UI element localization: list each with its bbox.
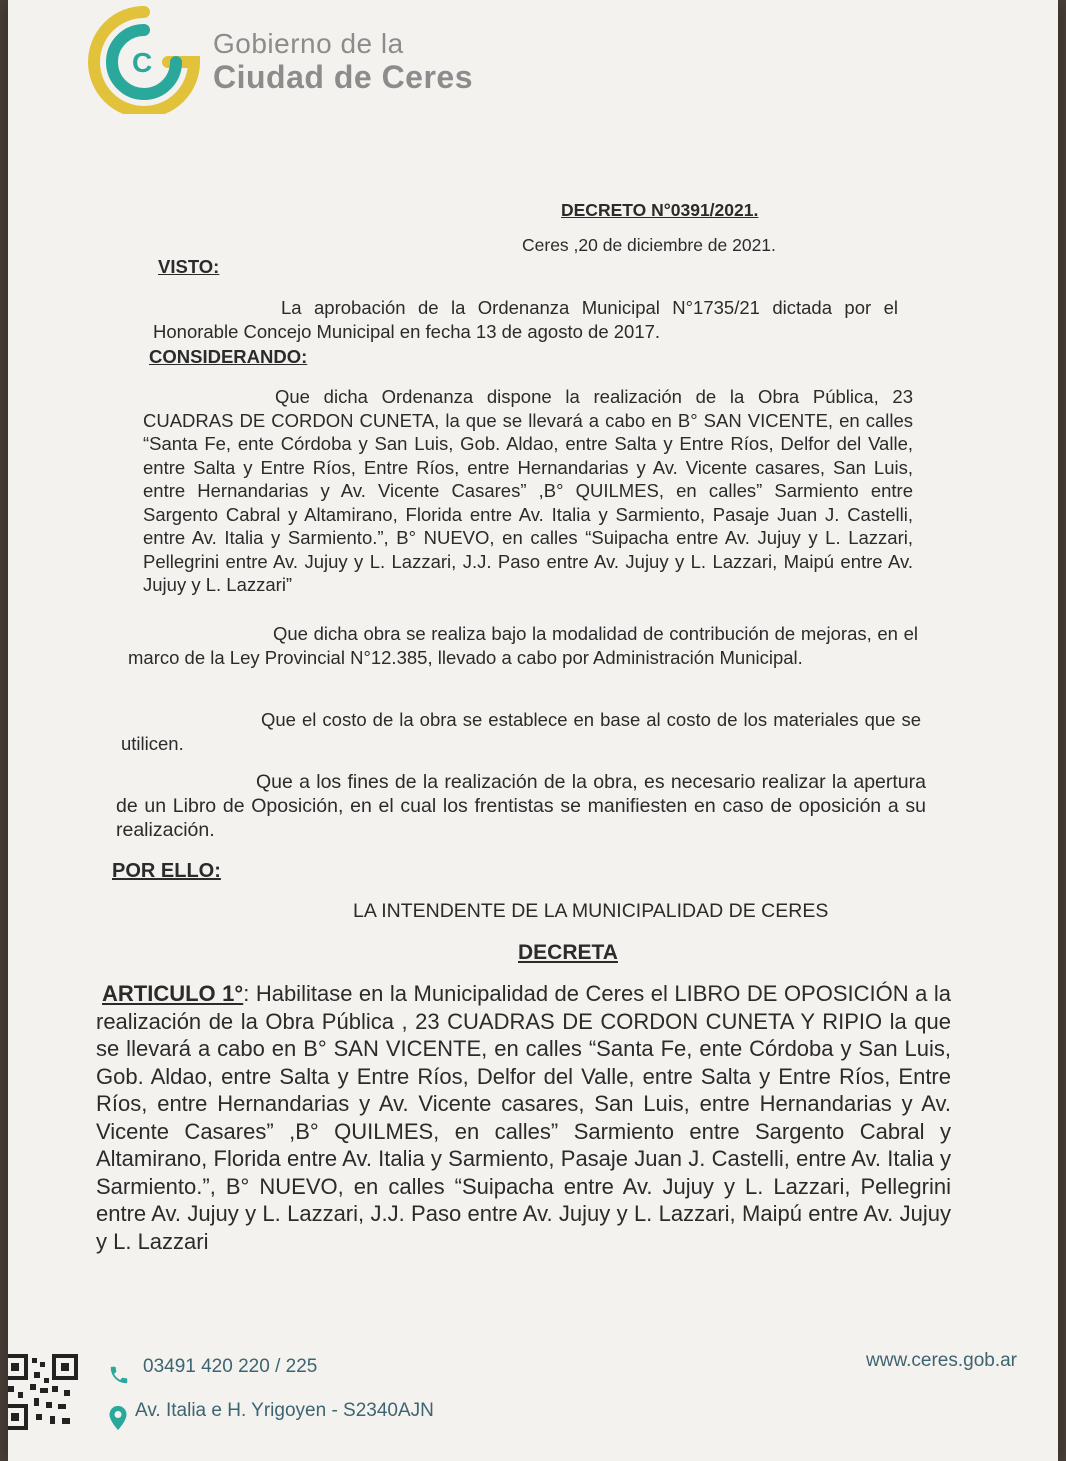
considerando-text-1: Que dicha Ordenanza dispone la realización de la Obra Pública, 23 CUADRAS DE CORDON CUNETA, la que se llevará a cabo en B° SAN VICENTE, en calles “Santa Fe, ente Córdoba y San Luis, Gob. Aldao, entre Salta y Entre Ríos, Delfor del Valle, entre Salta y Entre Ríos, Entre Ríos, entre Hernandarias y Av. Vicente casares, San Luis, entre Hernandarias y Av. Vicente Casares” ,B° QUILMES, en calles” Sarmiento entre Sargento Cabral y Altamirano, Florida entre Av. Italia y Sarmiento, Pasaje Juan J. Castelli, entre Av. Italia y Sarmiento.”, B° NUEVO, en calles “Suipacha entre Av. Jujuy y L. Lazzari, Pellegrini entre Av. Jujuy y L. Lazzari, J.J. Paso entre Av. Jujuy y L. Lazzari, Maipú entre Av. Jujuy y L. Lazzari”	[143, 386, 913, 595]
visto-text: La aprobación de la Ordenanza Municipal N°1735/21 dictada por el Honorable Concejo Municipal en fecha 13 de agosto de 2017.	[153, 297, 898, 342]
phone-icon	[108, 1364, 130, 1386]
brand-line-1: Gobierno de la	[213, 28, 404, 59]
logo-letter: C	[132, 47, 153, 78]
considerando-heading: CONSIDERANDO:	[149, 346, 308, 367]
articulo-1-paragraph	[96, 980, 951, 1255]
footer-website[interactable]: www.ceres.gob.ar	[866, 1350, 1018, 1371]
articulo-1-label: ARTICULO 1°	[102, 981, 244, 1006]
decreta-heading: DECRETA	[518, 941, 618, 964]
articulo-1-text: : Habilitase en la Municipalidad de Ceres el LIBRO DE OPOSICIÓN a la realización de la Obra Pública , 23 CUADRAS DE CORDON CUNETA Y RIPIO la que se llevará a cabo en B° SAN VICENTE, en calles “Santa Fe, ente Córdoba y San Luis, Gob. Aldao, entre Salta y Entre Ríos, Delfor del Valle, entre Salta y Entre Ríos, Entre Ríos, entre Hernandarias y Av. Vicente casares, San Luis, entre Hernandarias y Av. Vicente Casares” ,B° QUILMES, en calles” Sarmiento entre Sargento Cabral y Altamirano, Florida entre Av. Italia y Sarmiento, Pasaje Juan J. Castelli, entre Av. Italia y Sarmiento.”, B° NUEVO, en calles “Suipacha entre Av. Jujuy y L. Lazzari, Pellegrini entre Av. Jujuy y L. Lazzari, J.J. Paso entre Av. Jujuy y L. Lazzari, Maipú entre Av. Jujuy y L. Lazzari	[96, 981, 951, 1254]
visto-heading: VISTO:	[158, 256, 220, 277]
location-pin-icon	[108, 1405, 128, 1431]
document-page	[8, 0, 1058, 1461]
city-logo-icon	[88, 6, 200, 114]
brand-name	[213, 28, 473, 94]
footer-address: Av. Italia e H. Yrigoyen - S2340AJN	[135, 1400, 434, 1421]
visto-paragraph	[153, 296, 898, 344]
brand-line-2: Ciudad de Ceres	[213, 59, 474, 95]
footer-phone: 03491 420 220 / 225	[143, 1356, 318, 1377]
considerando-paragraph-2	[128, 622, 918, 670]
considerando-text-3: Que el costo de la obra se establece en base al costo de los materiales que se utilicen.	[121, 709, 921, 754]
considerando-text-4: Que a los fines de la realización de la obra, es necesario realizar la apertura de un Libro de Oposición, en el cual los frentistas se manifiesten en caso de oposición a su realización.	[116, 771, 926, 841]
decree-number: DECRETO N°0391/2021.	[561, 200, 759, 220]
considerando-paragraph-1	[143, 385, 913, 597]
authority-line: LA INTENDENTE DE LA MUNICIPALIDAD DE CERES	[353, 900, 829, 922]
por-ello-heading: POR ELLO:	[112, 860, 221, 882]
decree-date: Ceres ,20 de diciembre de 2021.	[522, 235, 776, 255]
considerando-paragraph-4	[116, 770, 926, 842]
considerando-paragraph-3	[121, 708, 921, 756]
considerando-text-2: Que dicha obra se realiza bajo la modalidad de contribución de mejoras, en el marco de la Ley Provincial N°12.385, llevado a cabo por Administración Municipal.	[128, 623, 918, 668]
qr-code-icon	[8, 1352, 80, 1432]
